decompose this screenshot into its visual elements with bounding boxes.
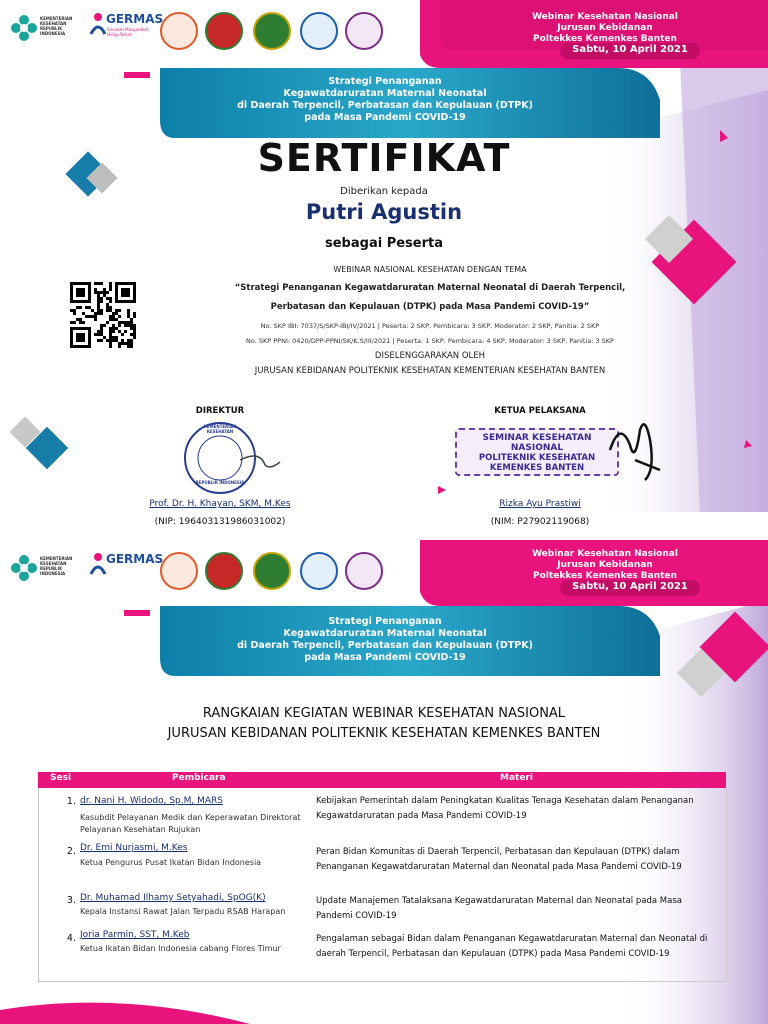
- header-speaker: Pembicara: [172, 773, 226, 783]
- theme-banner: Strategi Penanganan Kegawatdaruratan Maternal Neonatal di Daerah Terpencil, Perbatasan dan Kepulauan (DTPK) pada Masa Pandemi COVID-19: [237, 616, 533, 663]
- committee-stamp: SEMINAR KESEHATAN NASIONAL POLITEKNIK KESEHATAN KEMENKES BANTEN: [455, 428, 619, 476]
- org-logo-3-icon: [253, 552, 291, 590]
- session-material: Kebijakan Pemerintah dalam Peningkatan Kualitas Tenaga Kesehatan dalam Penanganan Kegawatdaruratan pada Masa Pandemi COVID-19: [316, 796, 694, 821]
- session-number: 4.: [66, 933, 76, 944]
- theme-intro: WEBINAR NASIONAL KESEHATAN DENGAN TEMA: [333, 265, 527, 274]
- kemenkes-logo-icon: [10, 554, 38, 582]
- chair-signature-icon: [600, 410, 670, 490]
- event-banner: Webinar Kesehatan Nasional Jurusan Kebidanan Poltekkes Kemenkes Banten: [532, 12, 678, 44]
- kemenkes-logo-text: KEMENTERIAN KESEHATAN REPUBLIK INDONESIA: [40, 556, 73, 576]
- chair-name: Rizka Ayu Prastiwi: [499, 499, 581, 509]
- germas-logo-text: GERMAS: [106, 552, 164, 566]
- org-logo-5-icon: [345, 12, 383, 50]
- speaker-role: Kepala Instansi Rawat Jalan Terpadu RSAB Harapan: [80, 907, 286, 916]
- session-material: Pengalaman sebagai Bidan dalam Penanganan Kegawatdaruratan Maternal dan Neonatal di daerah Terpencil, Perbatasan dan Kepulauan (DTPK) pada Masa Pandemi COVID-19: [316, 934, 708, 959]
- speaker-name: Dr. Emi Nurjasmi, M.Kes: [80, 843, 188, 853]
- germas-logo-icon: [88, 12, 106, 36]
- agenda-title-line-2: JURUSAN KEBIDANAN POLITEKNIK KESEHATAN KEMENKES BANTEN: [167, 726, 601, 741]
- org-logo-4-icon: [300, 552, 338, 590]
- kemenkes-logo-icon: [10, 14, 38, 42]
- theme-banner: Strategi Penanganan Kegawatdaruratan Maternal Neonatal di Daerah Terpencil, Perbatasan dan Kepulauan (DTPK) pada Masa Pandemi COVID-19: [237, 76, 533, 123]
- speaker-role: Ketua Ikatan Bidan Indonesia cabang Flores Timur: [80, 944, 281, 953]
- certificate-title: SERTIFIKAT: [257, 136, 511, 180]
- theme-quote-line-2: Perbatasan dan Kepulauan (DTPK) pada Masa Pandemi COVID-19”: [270, 302, 590, 312]
- director-role: DIREKTUR: [195, 406, 245, 416]
- agenda-table-header: [38, 772, 726, 788]
- skp-ppni: No. SKP PPNI: 0420/DPP-PPNI/SK/K.S/III/2021 | Peserta: 1 SKP, Pembicara: 4 SKP, Moderator: 3 SKP, Panitia: 3 SKP: [246, 337, 614, 345]
- speaker-name: Joria Parmin, SST, M.Keb: [80, 930, 190, 940]
- agenda-title-line-1: RANGKAIAN KEGIATAN WEBINAR KESEHATAN NASIONAL: [202, 706, 566, 721]
- org-logo-2-icon: [205, 12, 243, 50]
- chair-role: KETUA PELAKSANA: [494, 406, 586, 416]
- organizer-name: JURUSAN KEBIDANAN POLITEKNIK KESEHATAN KEMENTERIAN KESEHATAN BANTEN: [254, 366, 606, 376]
- speaker-role: Kasubdit Pelayanan Medik dan Keperawatan Direktorat Pelayanan Kesehatan Rujukan: [80, 813, 301, 834]
- header-material: Materi: [500, 773, 533, 783]
- event-date: Sabtu, 10 April 2021: [572, 581, 688, 592]
- germas-logo-icon: [88, 552, 106, 576]
- chair-nim: (NIM: P27902119068): [490, 517, 590, 527]
- session-number: 2.: [66, 846, 76, 857]
- kemenkes-logo-text: KEMENTERIAN KESEHATAN REPUBLIK INDONESIA: [40, 16, 73, 36]
- session-material: Update Manajemen Tatalaksana Kegawatdaruratan Maternal dan Neonatal pada Masa Pandemi COVID-19: [316, 896, 682, 921]
- germas-logo-text: GERMAS: [106, 12, 164, 26]
- recipient-name: Putri Agustin: [305, 200, 463, 224]
- germas-tagline: Gerakan Masyarakat Hidup Sehat: [107, 27, 149, 37]
- director-nip: (NIP: 196403131986031002): [154, 517, 286, 527]
- header-session: Sesi: [50, 773, 72, 783]
- director-name: Prof. Dr. H. Khayan, SKM, M.Kes: [149, 499, 291, 509]
- given-to-label: Diberikan kepada: [340, 186, 428, 197]
- skp-ibi: No. SKP IBI: 7037/S/SKP-IBI/IV/2021 | Peserta: 2 SKP, Pembicara: 3 SKP, Moderator: 2 SKP, Panitia: 2 SKP: [260, 322, 600, 330]
- participant-role: sebagai Peserta: [325, 236, 443, 251]
- director-stamp-bottom: REPUBLIK INDONESIA: [195, 480, 245, 485]
- session-number: 1.: [66, 796, 76, 807]
- organized-by-label: DISELENGGARAKAN OLEH: [374, 351, 486, 361]
- theme-quote-line-1: “Strategi Penanganan Kegawatdaruratan Maternal Neonatal di Daerah Terpencil,: [234, 283, 626, 293]
- org-logo-2-icon: [205, 552, 243, 590]
- director-stamp-top: KEMENTERIAN KESEHATAN: [203, 424, 237, 434]
- speaker-name: Dr. Muhamad Ilhamy Setyahadi, SpOG(K): [80, 893, 266, 903]
- org-logo-4-icon: [300, 12, 338, 50]
- speaker-name: dr. Nani H. Widodo, Sp.M, MARS: [80, 796, 223, 806]
- org-logo-3-icon: [253, 12, 291, 50]
- org-logo-1-icon: [160, 552, 198, 590]
- session-material: Peran Bidan Komunitas di Daerah Terpencil, Perbatasan dan Kepulauan (DTPK) dalam Penanganan Kegawatdaruratan Maternal dan Neonatal pada Masa Pandemi COVID-19: [316, 847, 682, 872]
- event-date: Sabtu, 10 April 2021: [572, 44, 688, 55]
- event-banner: Webinar Kesehatan Nasional Jurusan Kebidanan Poltekkes Kemenkes Banten: [532, 549, 678, 581]
- org-logo-1-icon: [160, 12, 198, 50]
- session-number: 3.: [66, 895, 76, 906]
- speaker-role: Ketua Pengurus Pusat Ikatan Bidan Indonesia: [80, 858, 262, 867]
- qr-code-icon: [70, 282, 136, 348]
- org-logo-5-icon: [345, 552, 383, 590]
